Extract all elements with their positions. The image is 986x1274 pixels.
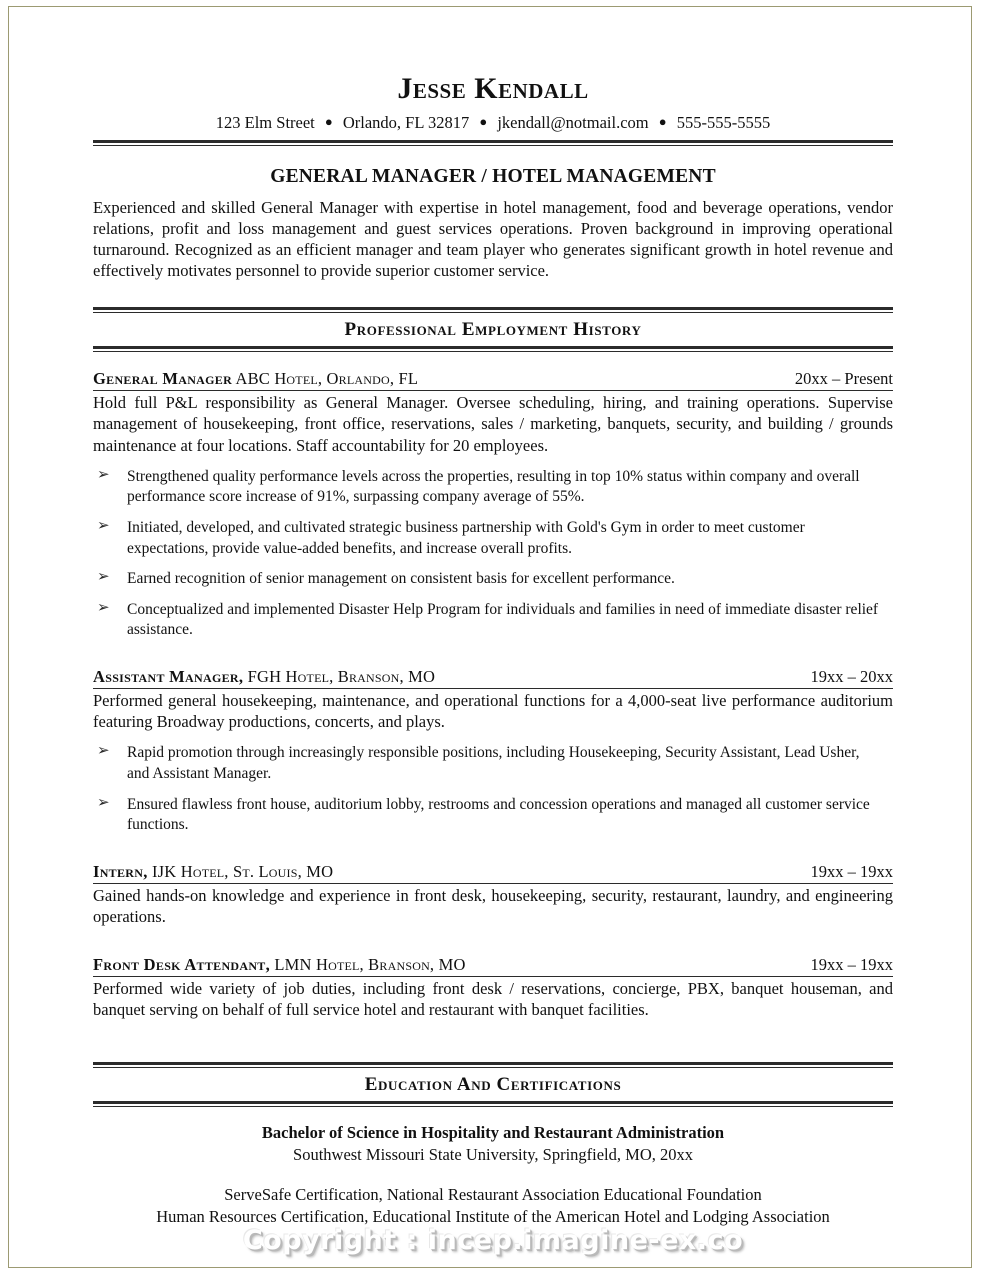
certification-item: ServeSafe Certification, National Restaurant Association Educational Foundation	[224, 1185, 762, 1205]
job-title-company	[93, 369, 418, 389]
copyright-watermark: Copyright : incep.imagine-ex.co	[242, 1225, 744, 1256]
objective-title: GENERAL MANAGER / HOTEL MANAGEMENT	[270, 165, 716, 187]
summary-paragraph: Experienced and skilled General Manager with expertise in hotel management, food and beverage operations, vendor relations, profit and loss management and guest services operations. Proven background in improving operational turnaround. Recognized as an efficient manager and team player who generates significant growth in hotel revenue and effectively motivates personnel to provide superior customer service.	[93, 197, 893, 281]
arrow-bullet-icon: ➢	[97, 466, 110, 483]
job-dates: 19xx – 20xx	[810, 666, 893, 686]
contact-line	[93, 104, 893, 140]
job-header	[93, 369, 893, 391]
education-section-band	[93, 1022, 893, 1107]
job-dates: 19xx – 19xx	[810, 955, 893, 975]
job-list	[93, 352, 893, 1020]
job-dates: 20xx – Present	[794, 369, 893, 389]
job-entry	[93, 862, 893, 927]
job-description: Performed general housekeeping, maintenance, and operational functions for a 4,000-seat live performance auditorium featuring Broadway productions, concerts, and plays.	[93, 691, 893, 732]
job-header	[93, 862, 893, 884]
contact-city-state-zip: Orlando, FL 32817	[342, 113, 470, 132]
job-bullet-list	[93, 732, 893, 835]
job-bullet	[93, 795, 893, 836]
job-title: Assistant Manager,	[93, 666, 244, 686]
job-bullet-text: Earned recognition of senior management on consistent basis for excellent performance.	[127, 570, 675, 588]
job-bullet	[93, 467, 893, 508]
job-title-company	[93, 862, 333, 882]
job-dates: 19xx – 19xx	[810, 861, 893, 881]
job-title: Front Desk Attendant,	[93, 955, 271, 975]
arrow-bullet-icon: ➢	[97, 569, 110, 586]
job-entry	[93, 369, 893, 641]
separator-dot-icon: ●	[324, 114, 333, 129]
job-header	[93, 955, 893, 977]
candidate-name: Jesse Kendall	[397, 72, 589, 105]
job-bullet-list	[93, 456, 893, 641]
contact-email[interactable]: jkendall@notmail.com	[497, 113, 649, 132]
resume-content	[93, 0, 893, 1228]
job-description: Performed wide variety of job duties, including front desk / reservations, concierge, PBX, banquet houseman, and banquet serving on behalf of full service hotel and restaurant with banquet facilities.	[93, 979, 893, 1020]
experience-section-title: Professional Employment History	[344, 319, 642, 341]
arrow-bullet-icon: ➢	[97, 794, 110, 811]
job-bullet-text: Ensured flawless front house, auditorium lobby, restrooms and concession operations and managed all customer service functions.	[127, 795, 870, 834]
education-section-title: Education And Certifications	[364, 1074, 622, 1096]
job-header	[93, 667, 893, 689]
job-bullet	[93, 518, 893, 559]
job-title: Intern,	[93, 861, 148, 881]
separator-dot-icon: ●	[658, 114, 667, 129]
job-bullet-text: Strengthened quality performance levels across the properties, resulting in top 10% status within company and overall performance score increase of 91%, surpassing company average of 55%.	[127, 467, 860, 506]
certification-item: Human Resources Certification, Educational Institute of the American Hotel and Lodging Association	[156, 1207, 830, 1227]
job-description: Hold full P&L responsibility as General Manager. Oversee scheduling, hiring, and training operations. Supervise management of housekeeping, front office, reservations, sales / marketing, banquets, security, and building / grounds maintenance at four locations. Staff accountability for 20 employees.	[93, 393, 893, 455]
certification-list	[93, 1165, 893, 1228]
job-company: LMN Hotel, Branson, MO	[270, 955, 466, 975]
experience-section-band	[93, 285, 893, 352]
job-entry	[93, 667, 893, 836]
separator-dot-icon: ●	[479, 114, 488, 129]
job-company: FGH Hotel, Branson, MO	[243, 666, 436, 686]
job-title: General Manager	[93, 369, 233, 389]
job-bullet	[93, 569, 893, 590]
job-bullet	[93, 743, 893, 784]
job-description: Gained hands-on knowledge and experience in front desk, housekeeping, security, restaurant, laundry, and engineering operations.	[93, 885, 893, 926]
arrow-bullet-icon: ➢	[97, 743, 110, 760]
education-degree: Bachelor of Science in Hospitality and Restaurant Administration	[261, 1123, 725, 1143]
contact-address: 123 Elm Street	[215, 113, 315, 132]
arrow-bullet-icon: ➢	[97, 517, 110, 534]
job-company: IJK Hotel, St. Louis, MO	[147, 861, 334, 881]
job-title-company	[93, 955, 466, 975]
job-bullet-text: Initiated, developed, and cultivated strategic business partnership with Gold's Gym in order to meet customer expectations, provide value-added benefits, and increase overall profits.	[127, 518, 805, 557]
education-body	[93, 1107, 893, 1228]
job-company: ABC Hotel, Orlando, FL	[232, 369, 419, 389]
job-entry	[93, 955, 893, 1020]
job-bullet-text: Rapid promotion through increasingly responsible positions, including Housekeeping, Security Assistant, Lead Usher, and Assistant Manager.	[127, 744, 860, 782]
job-bullet	[93, 600, 893, 641]
job-bullet-text: Conceptualized and implemented Disaster Help Program for individuals and families in need of immediate disaster relief assistance.	[127, 600, 879, 639]
contact-phone[interactable]: 555-555-5555	[676, 113, 771, 132]
arrow-bullet-icon: ➢	[97, 599, 110, 616]
education-school: Southwest Missouri State University, Springfield, MO, 20xx	[293, 1144, 693, 1164]
job-title-company	[93, 667, 435, 687]
